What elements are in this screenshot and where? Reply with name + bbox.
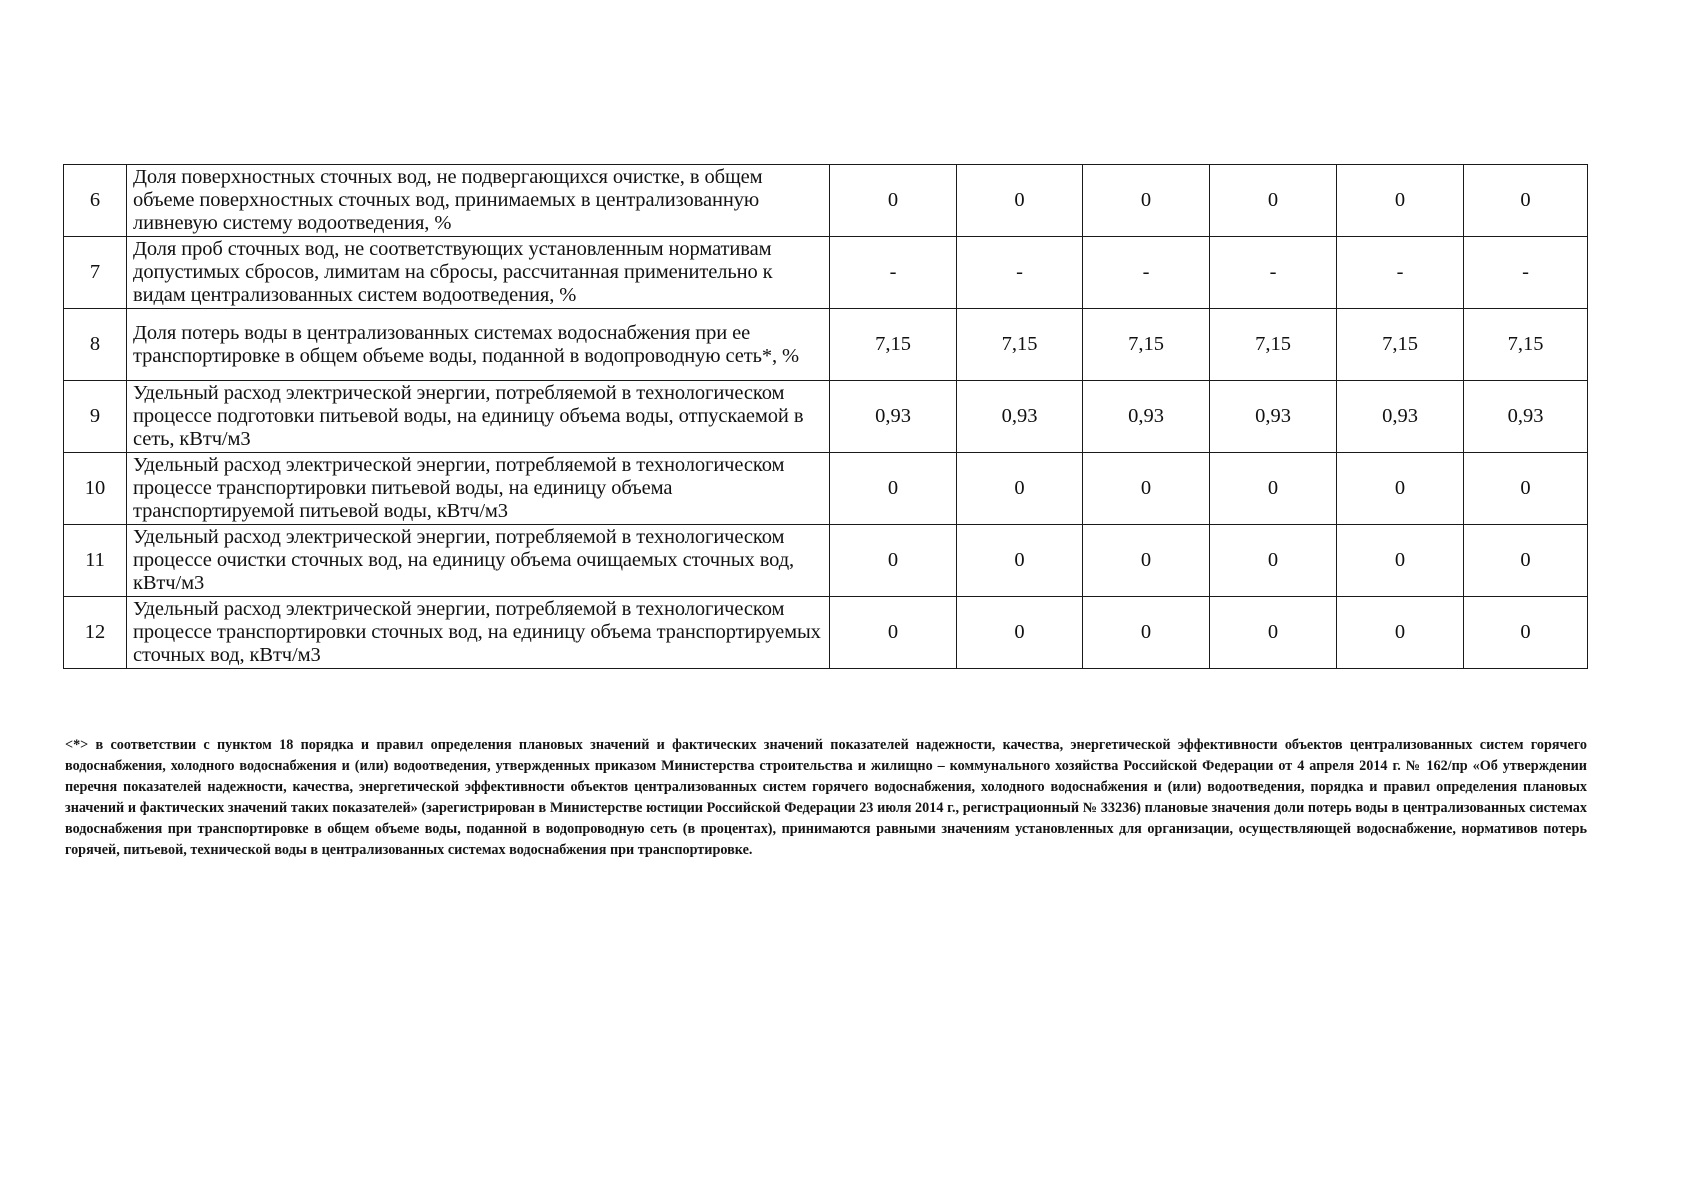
- table-row: [64, 309, 1588, 381]
- indicator-value: 0: [957, 525, 1083, 597]
- row-number: 6: [64, 165, 127, 237]
- indicator-value: -: [1083, 237, 1210, 309]
- indicator-value: 0: [957, 453, 1083, 525]
- indicator-value: 0: [830, 597, 957, 669]
- indicator-value: 0: [1464, 525, 1588, 597]
- table-row: [64, 165, 1588, 237]
- indicator-value: 7,15: [1083, 309, 1210, 381]
- indicator-description: Доля поверхностных сточных вод, не подвергающихся очистке, в общем объеме поверхностных сточных вод, принимаемых в централизованную ливневую систему водоотведения, %: [127, 165, 830, 237]
- indicator-value: -: [1337, 237, 1464, 309]
- indicator-description: Удельный расход электрической энергии, потребляемой в технологическом процессе подготовки питьевой воды, на единицу объема воды, отпускаемой в сеть, кВтч/м3: [127, 381, 830, 453]
- indicator-description: Удельный расход электрической энергии, потребляемой в технологическом процессе транспортировки питьевой воды, на единицу объема транспортируемой питьевой воды, кВтч/м3: [127, 453, 830, 525]
- row-number: 12: [64, 597, 127, 669]
- indicator-description: Доля проб сточных вод, не соответствующих установленным нормативам допустимых сбросов, лимитам на сбросы, рассчитанная применительно к видам централизованных систем водоотведения, %: [127, 237, 830, 309]
- indicator-value: 0,93: [1083, 381, 1210, 453]
- table-row: [64, 453, 1588, 525]
- indicator-value: 0: [1337, 453, 1464, 525]
- footnote: <*> в соответствии с пунктом 18 порядка и правил определения плановых значений и фактических значений показателей надежности, качества, энергетической эффективности объектов централизованных систем горячего водоснабжения, холодного водоснабжения и (или) водоотведения, утвержденных приказом Министерства строительства и жилищно – коммунального хозяйства Российской Федерации от 4 апреля 2014 г. № 162/пр «Об утверждении перечня показателей надежности, качества, энергетической эффективности объектов централизованных систем горячего водоснабжения, холодного водоснабжения и (или) водоотведения, порядка и правил определения плановых значений и фактических значений таких показателей» (зарегистрирован в Министерстве юстиции Российской Федерации 23 июля 2014 г., регистрационный № 33236) плановые значения доли потерь воды в централизованных системах водоснабжения при транспортировке в общем объеме воды, поданной в водопроводную сеть (в процентах), принимаются равными значениям установленных для организации, осуществляющей водоснабжение, нормативов потерь горячей, питьевой, технической воды в централизованных системах водоснабжения при транспортировке.: [65, 737, 1587, 858]
- indicator-value: 0: [830, 165, 957, 237]
- table-row: [64, 525, 1588, 597]
- indicator-value: 7,15: [957, 309, 1083, 381]
- indicator-value: 0: [1210, 525, 1337, 597]
- indicator-value: 0,93: [1464, 381, 1588, 453]
- indicator-description: Доля потерь воды в централизованных системах водоснабжения при ее транспортировке в общем объеме воды, поданной в водопроводную сеть*, %: [127, 309, 830, 381]
- indicator-value: 0: [1083, 453, 1210, 525]
- indicator-value: 0: [957, 165, 1083, 237]
- table-row: [64, 237, 1588, 309]
- indicator-value: 0: [1464, 597, 1588, 669]
- indicator-value: 0: [957, 597, 1083, 669]
- indicator-value: 0: [1464, 165, 1588, 237]
- indicator-value: 0: [830, 525, 957, 597]
- indicator-description: Удельный расход электрической энергии, потребляемой в технологическом процессе очистки сточных вод, на единицу объема очищаемых сточных вод, кВтч/м3: [127, 525, 830, 597]
- indicator-value: 7,15: [1337, 309, 1464, 381]
- row-number: 11: [64, 525, 127, 597]
- indicator-value: 0,93: [830, 381, 957, 453]
- indicator-value: 0: [1337, 165, 1464, 237]
- indicator-value: 0,93: [1210, 381, 1337, 453]
- indicator-value: 0: [1083, 597, 1210, 669]
- indicator-value: -: [1210, 237, 1337, 309]
- row-number: 9: [64, 381, 127, 453]
- indicator-value: 7,15: [1210, 309, 1337, 381]
- indicator-value: 7,15: [1464, 309, 1588, 381]
- table-row: [64, 381, 1588, 453]
- row-number: 10: [64, 453, 127, 525]
- row-number: 7: [64, 237, 127, 309]
- indicator-value: 0: [1083, 165, 1210, 237]
- indicator-value: 0: [1337, 597, 1464, 669]
- table-row: [64, 597, 1588, 669]
- indicator-value: 0: [830, 453, 957, 525]
- row-number: 8: [64, 309, 127, 381]
- indicator-value: -: [830, 237, 957, 309]
- indicator-value: 0: [1464, 453, 1588, 525]
- indicator-value: 0: [1210, 597, 1337, 669]
- indicator-value: -: [1464, 237, 1588, 309]
- indicator-value: 0: [1337, 525, 1464, 597]
- indicator-description: Удельный расход электрической энергии, потребляемой в технологическом процессе транспортировки сточных вод, на единицу объема транспортируемых сточных вод, кВтч/м3: [127, 597, 830, 669]
- indicator-value: 0,93: [1337, 381, 1464, 453]
- indicator-value: 7,15: [830, 309, 957, 381]
- indicator-value: -: [957, 237, 1083, 309]
- indicator-value: 0: [1210, 165, 1337, 237]
- indicators-table: [63, 164, 1588, 669]
- indicator-value: 0,93: [957, 381, 1083, 453]
- indicator-value: 0: [1083, 525, 1210, 597]
- table-body: [64, 165, 1588, 669]
- indicator-value: 0: [1210, 453, 1337, 525]
